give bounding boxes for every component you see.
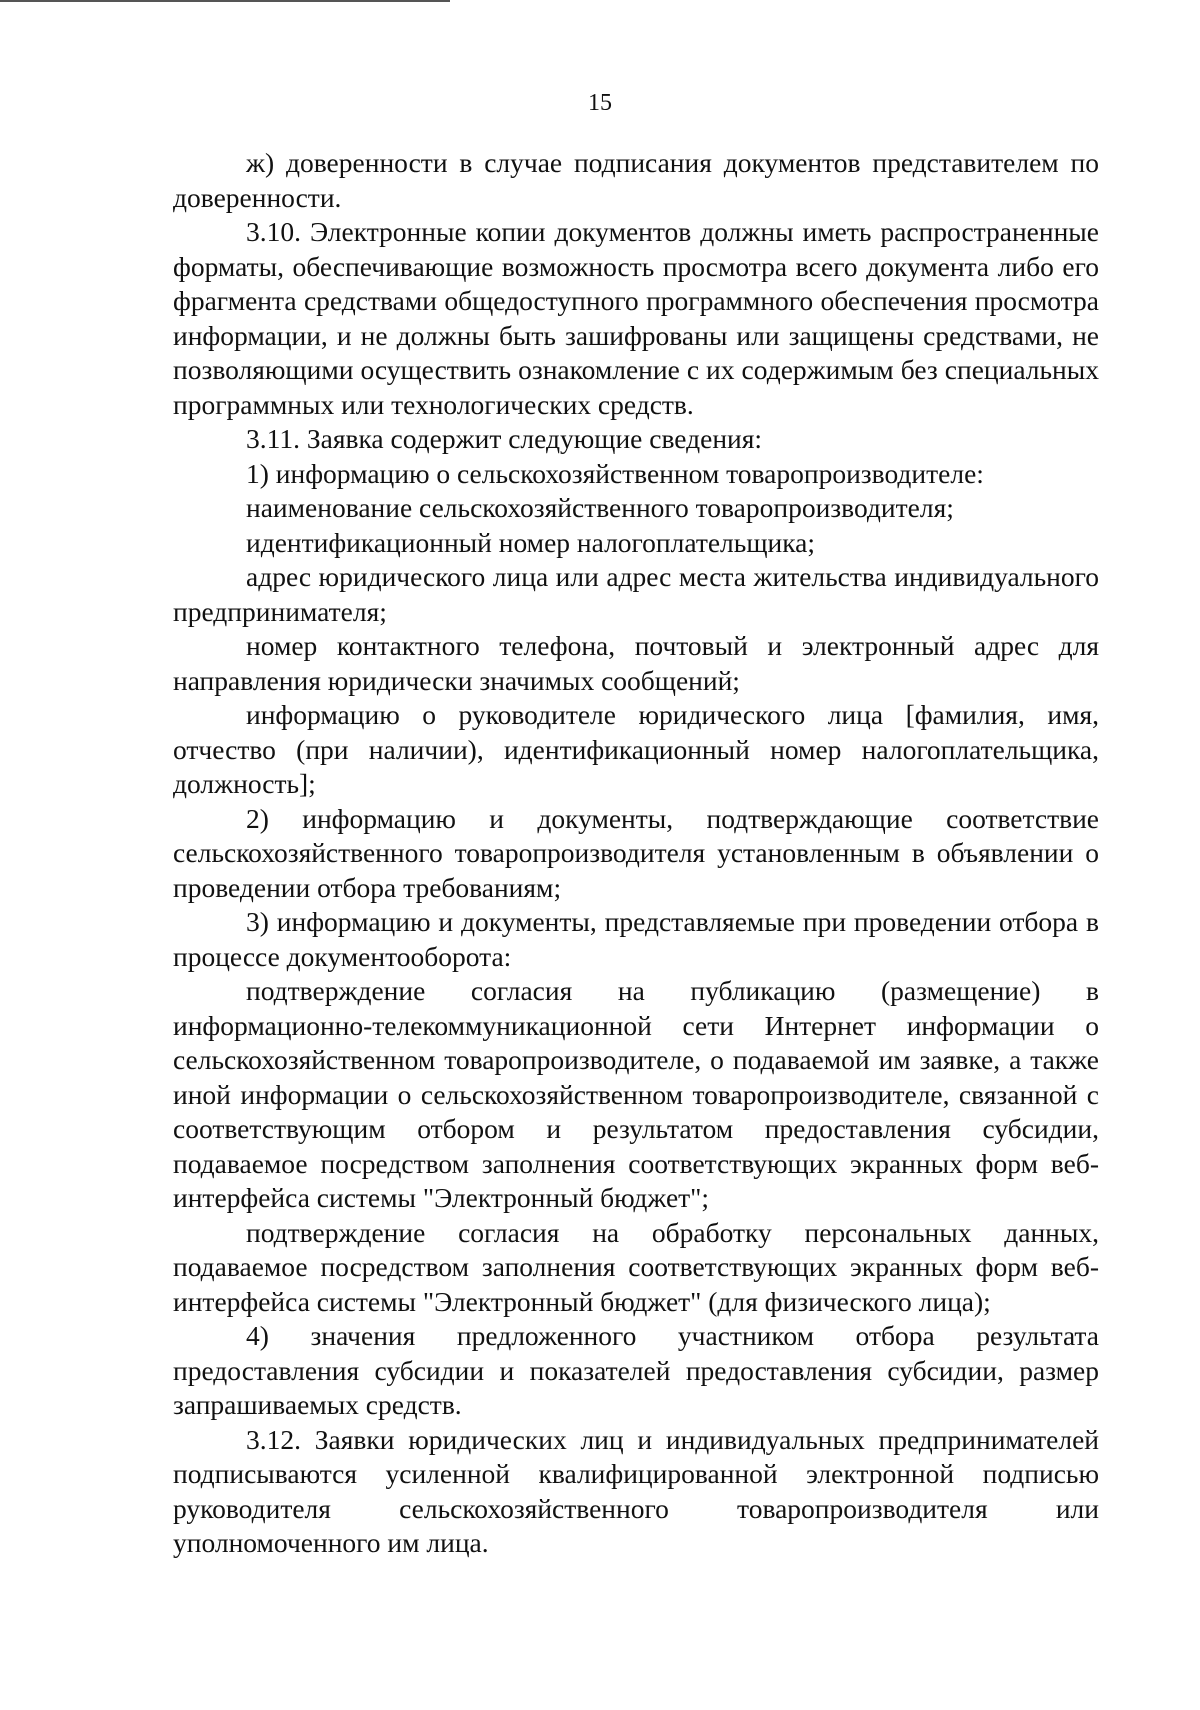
paragraph-3-10-electronic-copies: 3.10. Электронные копии документов должны иметь распространенные форматы, обеспечивающие возможность просмотра всего документа либо его фрагмента средствами общедоступного программного обеспечения просмотра информации, и не должны быть зашифрованы или защищены средствами, не позволяющими осуществить ознакомление с их содержимым без специальных программных или технологических средств. bbox=[173, 216, 1099, 420]
list-item-contacts: номер контактного телефона, почтовый и электронный адрес для направления юридически значимых сообщений; bbox=[173, 630, 1099, 696]
paragraph-3-12-signature: 3.12. Заявки юридических лиц и индивидуальных предпринимателей подписываются усиленной квалифицированной электронной подписью руководителя сельскохозяйственного товаропроизводителя или уполномоченного им лица. bbox=[173, 1423, 1099, 1558]
paragraph-power-of-attorney: ж) доверенности в случае подписания документов представителем по доверенности. bbox=[173, 147, 1099, 213]
list-item-taxpayer-id: идентификационный номер налогоплательщика; bbox=[246, 526, 816, 558]
list-item-personal-data-consent: подтверждение согласия на обработку персональных данных, подаваемое посредством заполнения соответствующих экранных форм веб-интерфейса системы "Электронный бюджет" (для физического лица); bbox=[173, 1216, 1099, 1317]
list-item-3-workflow-docs: 3) информацию и документы, представляемые при проведении отбора в процессе документооборота: bbox=[173, 906, 1099, 972]
document-body bbox=[173, 146, 1099, 1561]
list-item-address: адрес юридического лица или адрес места жительства индивидуального предпринимателя; bbox=[173, 561, 1099, 627]
paragraph-3-11-application-contents: 3.11. Заявка содержит следующие сведения: bbox=[246, 423, 763, 454]
list-item-2-compliance-docs: 2) информацию и документы, подтверждающие соответствие сельскохозяйственного товаропроизводителя установленным в объявлении о проведении отбора требованиям; bbox=[173, 802, 1099, 903]
list-item-producer-name: наименование сельскохозяйственного товаропроизводителя; bbox=[246, 492, 954, 523]
list-item-1-producer-info: 1) информацию о сельскохозяйственном товаропроизводителе: bbox=[246, 457, 984, 489]
list-item-publication-consent: подтверждение согласия на публикацию (размещение) в информационно-телекоммуникационной сети Интернет информации о сельскохозяйственном товаропроизводителе, о подаваемой им заявке, а также иной информации о сельскохозяйственном товаропроизводителе, связанной с соответствующим отбором и результатом предоставления субсидии, подаваемое посредством заполнения соответствующих экранных форм веб-интерфейса системы "Электронный бюджет"; bbox=[173, 975, 1099, 1213]
list-item-4-result-values: 4) значения предложенного участником отбора результата предоставления субсидии и показателей предоставления субсидии, размер запрашиваемых средств. bbox=[173, 1320, 1099, 1420]
page-number: 15 bbox=[588, 90, 612, 116]
scan-edge-line bbox=[0, 0, 450, 2]
list-item-head-info: информацию о руководителе юридического лица [фамилия, имя, отчество (при наличии), идентификационный номер налогоплательщика, должность]; bbox=[173, 699, 1099, 799]
